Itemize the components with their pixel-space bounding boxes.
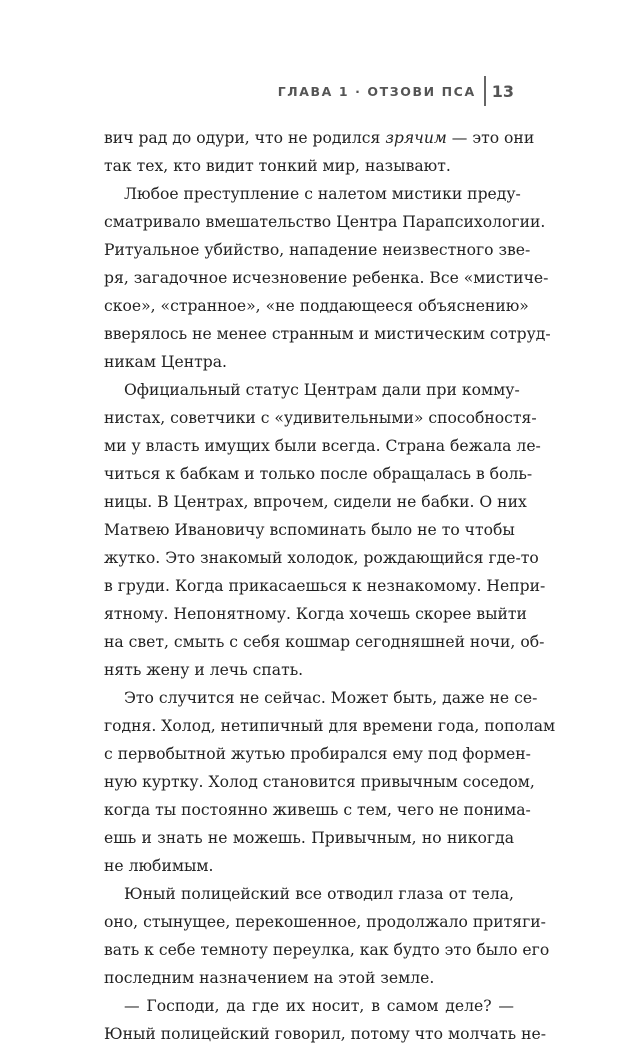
text-line: Любое преступление с налетом мистики преду- [124, 185, 521, 203]
text-line: Это случится не сейчас. Может быть, даже не се- [124, 689, 538, 707]
text-line: Юный полицейский говорил, потому что молчать не- [104, 1025, 546, 1043]
paragraph [104, 992, 546, 1048]
paragraph [104, 180, 551, 376]
text-line: Официальный статус Центрам дали при комму- [124, 381, 520, 399]
text-line: никам Центра. [104, 353, 227, 371]
text-line: Ритуальное убийство, нападение неизвестного зве- [104, 241, 531, 259]
text-line: оно, стынущее, перекошенное, продолжало притяги- [104, 913, 546, 931]
text-line: нистах, советчики с «удивительными» способностя- [104, 409, 537, 427]
text-line: вверялось не менее странным и мистическим сотруд- [104, 325, 551, 343]
text-line: последним назначением на этой земле. [104, 969, 435, 987]
text-line: с первобытной жутью пробирался ему под формен- [104, 745, 531, 763]
emphasis: зрячим [385, 129, 447, 147]
text-line: сматривало вмешательство Центра Парапсихологии. [104, 213, 546, 231]
text-line: — Господи, да где их носит, в самом деле? — [124, 997, 514, 1015]
paragraph [104, 376, 546, 684]
running-title: ГЛАВА 1 · ОТЗОВИ ПСА [277, 83, 476, 99]
text-line: ятному. Непонятному. Когда хочешь скорее выйти [104, 605, 527, 623]
text-line: в груди. Когда прикасаешься к незнакомому. Непри- [104, 577, 546, 595]
text-line: ское», «странное», «не поддающееся объяснению» [104, 297, 529, 315]
text-line: когда ты постоянно живешь с тем, чего не понима- [104, 801, 531, 819]
text-line: на свет, смыть с себя кошмар сегодняшней ночи, об- [104, 633, 545, 651]
running-header [278, 76, 514, 106]
paragraph [104, 124, 535, 180]
text-line: жутко. Это знакомый холодок, рождающийся где-то [104, 549, 539, 567]
text-line: годня. Холод, нетипичный для времени года, пополам [104, 717, 556, 735]
text-line: ную куртку. Холод становится привычным соседом, [104, 773, 535, 791]
text-line: так тех, кто видит тонкий мир, называют. [104, 157, 451, 175]
text-line: ря, загадочное исчезновение ребенка. Все «мистиче- [104, 269, 549, 287]
text-line: вич рад до одури, что не родился зрячим — это они [104, 129, 535, 147]
text-line: не любимым. [104, 857, 214, 875]
text-line: нять жену и лечь спать. [104, 661, 304, 679]
text-line: вать к себе темноту переулка, как будто это было его [104, 941, 550, 959]
paragraph [104, 880, 550, 992]
text-line: ешь и знать не можешь. Привычным, но никогда [104, 829, 514, 847]
text-line: Юный полицейский все отводил глаза от тела, [124, 885, 514, 903]
text-line: ницы. В Центрах, впрочем, сидели не бабки. О них [104, 493, 527, 511]
text-line: читься к бабкам и только после обращалась в боль- [104, 465, 533, 483]
body-text [104, 124, 556, 1048]
text-line: Матвею Ивановичу вспоминать было не то чтобы [104, 521, 515, 539]
paragraph [104, 684, 556, 880]
text-line: ми у власть имущих были всегда. Страна бежала ле- [104, 437, 541, 455]
page-number: 13 [491, 81, 514, 101]
